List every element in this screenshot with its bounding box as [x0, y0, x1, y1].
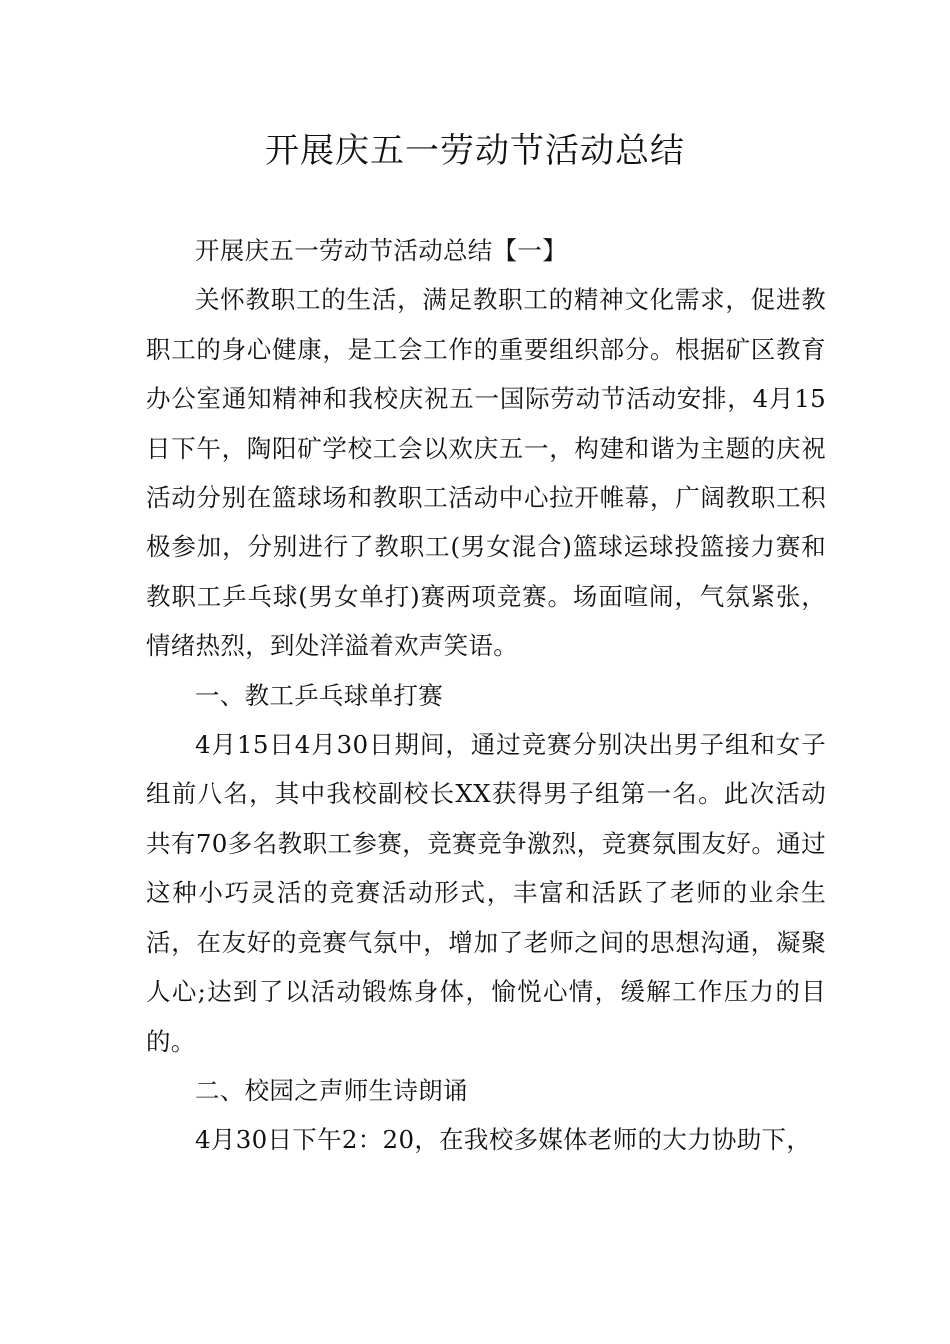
- pingpong-paragraph: 4月15日4月30日期间，通过竞赛分别决出男子组和女子组前八名，其中我校副校长XX获得男子组第一名。此次活动共有70多名教职工参赛，竞赛竞争激烈，竞赛氛围友好。通过这种小巧灵活的竞赛活动形式，丰富和活跃了老师的业余生活，在友好的竞赛气氛中，增加了老师之间的思想沟通，凝聚人心;达到了以活动锻炼身体，愉悦心情，缓解工作压力的目的。: [146, 730, 826, 1056]
- document-body: [146, 226, 826, 1165]
- section-heading-recitation: 二、校园之声师生诗朗诵: [195, 1075, 468, 1105]
- document-title: 开展庆五一劳动节活动总结: [265, 131, 685, 171]
- recitation-paragraph: 4月30日下午2：20，在我校多媒体老师的大力协助下，: [195, 1125, 812, 1155]
- section-heading-one: 开展庆五一劳动节活动总结【一】: [195, 236, 567, 265]
- intro-paragraph: 关怀教职工的生活，满足教职工的精神文化需求，促进教职工的身心健康，是工会工作的重要组织部分。根据矿区教育办公室通知精神和我校庆祝五一国际劳动节活动安排，4月15日下午，陶阳矿学校工会以欢庆五一，构建和谐为主题的庆祝活动分别在篮球场和教职工活动中心拉开帷幕，广阔教职工积极参加，分别进行了教职工(男女混合)篮球运球投篮接力赛和教职工乒乓球(男女单打)赛两项竞赛。场面喧闹，气氛紧张，情绪热烈，到处洋溢着欢声笑语。: [146, 285, 826, 661]
- section-heading-pingpong: 一、教工乒乓球单打赛: [195, 680, 443, 710]
